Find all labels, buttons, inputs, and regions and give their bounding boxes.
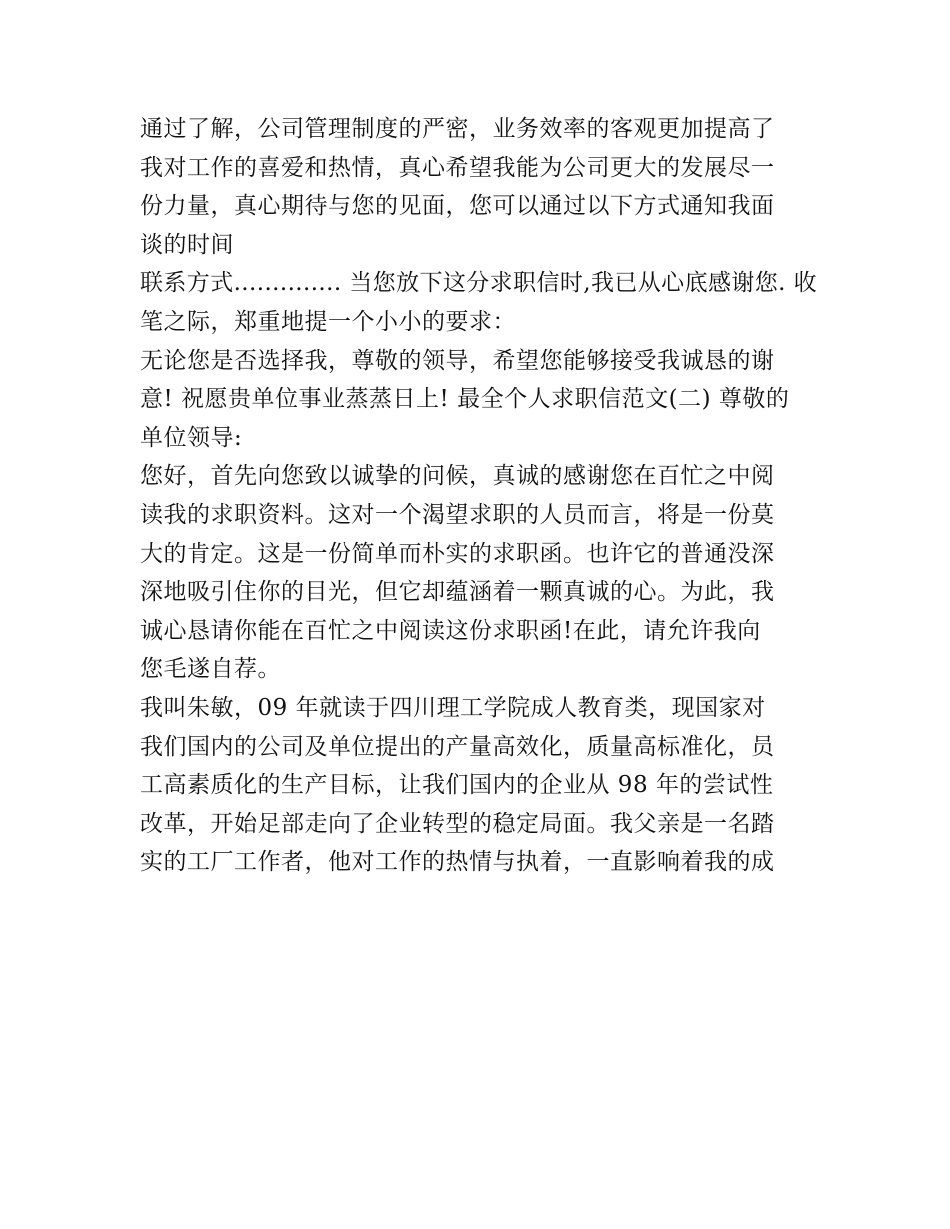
text-line: 通过了解，公司管理制度的严密，业务效率的客观更加提高了 [140,116,775,142]
text-line: 读我的求职资料。这对一个渴望求职的人员而言，将是一份莫 [140,501,775,528]
text-line: 谈的时间 [140,231,234,258]
text-line: 工高素质化的生产目标，让我们国内的企业从 98 年的尝试性 [140,772,774,799]
text-line: 大的肯定。这是一份简单而朴实的求职函。也许它的普通没深 [140,540,775,567]
text-line: 诚心恳请你能在百忙之中阅读这份求职函!在此，请允许我向 [140,617,761,644]
text-line: 深地吸引住你的目光，但它却蕴涵着一颗真诚的心。为此，我 [140,579,775,606]
text-line: 实的工厂工作者，他对工作的热情与执着，一直影响着我的成 [140,849,775,876]
text-line: 份力量，真心期待与您的见面，您可以通过以下方式通知我面 [140,193,775,220]
text-line: 无论您是否选择我，尊敬的领导，希望您能够接受我诚恳的谢 [140,347,775,374]
text-line: 我对工作的喜爱和热情，真心希望我能为公司更大的发展尽一 [140,154,775,181]
text-line: 笔之际，郑重地提一个小小的要求： [140,308,516,335]
text-line: 意! 祝愿贵单位事业蒸蒸日上! 最全个人求职信范文(二) 尊敬的 [140,386,790,413]
text-line: 您好，首先向您致以诚挚的问候，真诚的感谢您在百忙之中阅 [140,463,775,490]
text-line: 您毛遂自荐。 [140,656,281,683]
text-line: 我叫朱敏，09 年就读于四川理工学院成人教育类，现国家对 [140,694,766,721]
document-body [140,110,820,882]
text-line: 我们国内的公司及单位提出的产量高效化，质量高标准化，员 [140,733,775,760]
text-line: 联系方式.............. 当您放下这分求职信时,我已从心底感谢您. 收 [140,270,817,297]
text-line: 单位领导: [140,424,243,451]
text-line: 改革，开始足部走向了企业转型的稳定局面。我父亲是一名踏 [140,810,775,837]
